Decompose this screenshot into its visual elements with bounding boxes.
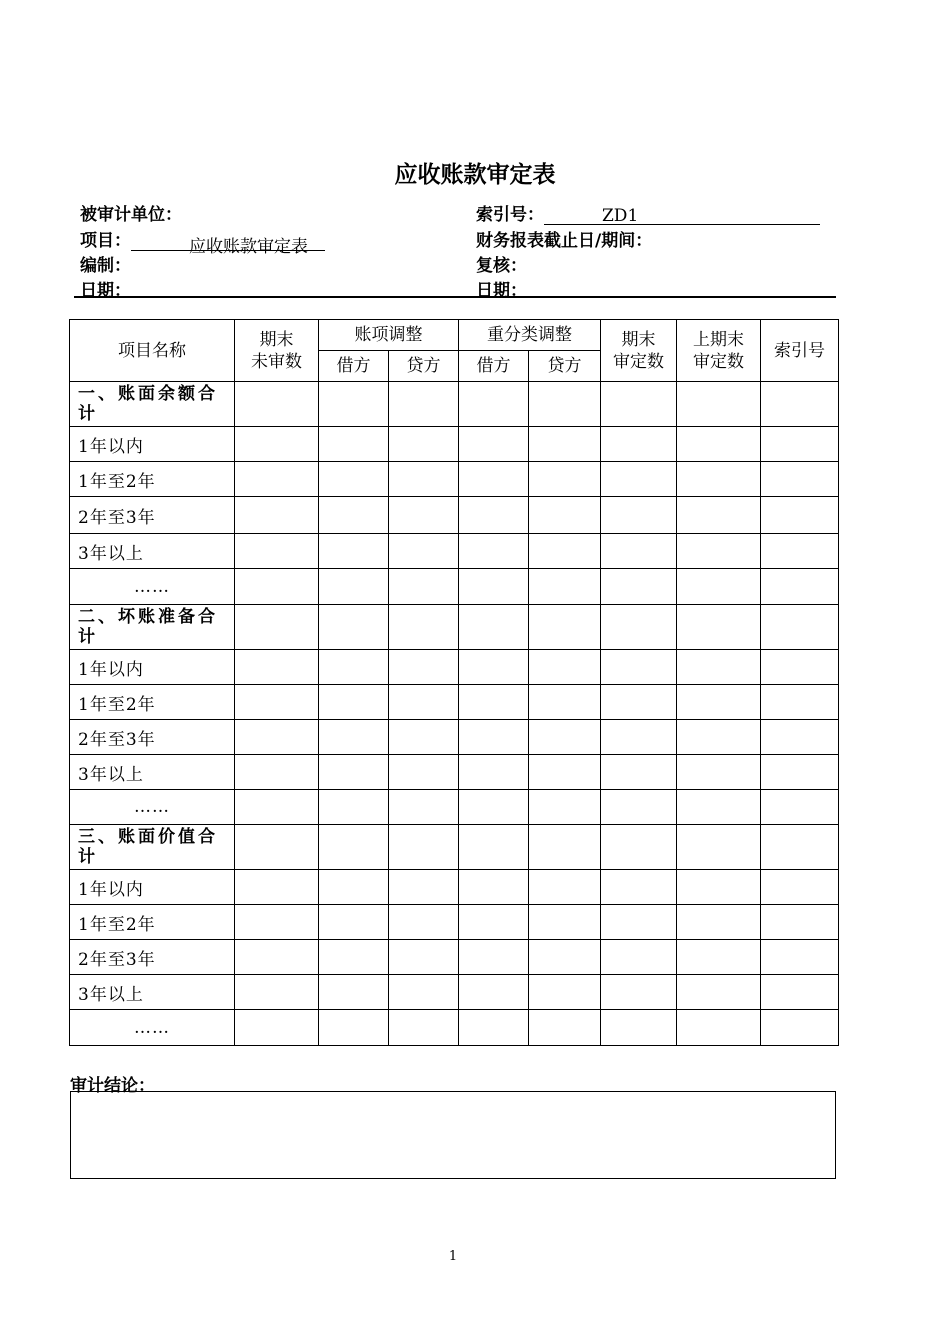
table-cell[interactable] [677, 534, 761, 569]
header-divider [74, 296, 836, 298]
table-cell[interactable] [601, 497, 677, 534]
table-cell[interactable] [389, 975, 459, 1010]
table-cell[interactable] [459, 1010, 529, 1046]
table-cell[interactable] [459, 825, 529, 870]
table-cell[interactable] [601, 462, 677, 497]
table-cell[interactable] [601, 975, 677, 1010]
table-cell[interactable] [235, 825, 319, 870]
table-cell[interactable] [235, 870, 319, 905]
table-cell[interactable] [761, 720, 839, 755]
table-cell[interactable] [601, 534, 677, 569]
ellipsis-row-label: …… [70, 569, 235, 605]
header-account-adjust: 账项调整 [319, 320, 459, 351]
table-cell[interactable] [601, 790, 677, 825]
table-row [70, 905, 839, 940]
ellipsis-row-label: …… [70, 1010, 235, 1046]
table-row [70, 790, 839, 825]
section-row-label: 三、账面价值合计 [70, 825, 235, 870]
table-cell[interactable] [319, 755, 389, 790]
table-cell[interactable] [529, 605, 601, 650]
table-cell[interactable] [677, 685, 761, 720]
table-cell[interactable] [677, 427, 761, 462]
table-cell[interactable] [601, 905, 677, 940]
row-label: 2年至3年 [70, 940, 235, 975]
table-row [70, 569, 839, 605]
table-cell[interactable] [235, 720, 319, 755]
table-cell[interactable] [319, 790, 389, 825]
period-label: 财务报表截止日/期间： [476, 231, 653, 251]
header-item-name: 项目名称 [70, 320, 235, 382]
table-cell[interactable] [389, 790, 459, 825]
table-cell[interactable] [235, 382, 319, 427]
table-cell[interactable] [529, 790, 601, 825]
table-cell[interactable] [459, 569, 529, 605]
audited-unit-label: 被审计单位： [80, 205, 182, 225]
table-cell[interactable] [319, 975, 389, 1010]
table-cell[interactable] [529, 940, 601, 975]
table-cell[interactable] [761, 870, 839, 905]
table-cell[interactable] [459, 650, 529, 685]
header-audited-line1: 期末 [621, 329, 656, 350]
project-underline [131, 232, 325, 257]
table-cell[interactable] [235, 462, 319, 497]
table-cell[interactable] [761, 462, 839, 497]
table-cell[interactable] [459, 755, 529, 790]
header-debit-2: 借方 [459, 351, 529, 382]
table-cell[interactable] [319, 1010, 389, 1046]
table-cell[interactable] [235, 905, 319, 940]
table-cell[interactable] [319, 720, 389, 755]
reviewed-label: 复核： [476, 256, 527, 276]
table-cell[interactable] [761, 975, 839, 1010]
table-cell[interactable] [235, 685, 319, 720]
table-cell[interactable] [761, 605, 839, 650]
table-cell[interactable] [319, 870, 389, 905]
section-row-label: 二、坏账准备合计 [70, 605, 235, 650]
table-cell[interactable] [319, 497, 389, 534]
table-cell[interactable] [601, 650, 677, 685]
table-cell[interactable] [529, 975, 601, 1010]
table-cell[interactable] [677, 940, 761, 975]
table-cell[interactable] [761, 569, 839, 605]
table-row [70, 497, 839, 534]
table-cell[interactable] [677, 870, 761, 905]
table-cell[interactable] [459, 720, 529, 755]
table-cell[interactable] [389, 870, 459, 905]
table-cell[interactable] [677, 905, 761, 940]
table-cell[interactable] [529, 650, 601, 685]
table-cell[interactable] [319, 427, 389, 462]
table-cell[interactable] [677, 569, 761, 605]
table-cell[interactable] [529, 462, 601, 497]
project-field [80, 226, 325, 257]
table-cell[interactable] [319, 685, 389, 720]
table-cell[interactable] [761, 382, 839, 427]
section-row-label: 一、账面余额合计 [70, 382, 235, 427]
page-number: 1 [448, 1249, 458, 1264]
table-cell[interactable] [529, 382, 601, 427]
row-label: 3年以上 [70, 534, 235, 569]
table-cell[interactable] [529, 427, 601, 462]
table-cell[interactable] [319, 825, 389, 870]
table-cell[interactable] [319, 940, 389, 975]
table-row [70, 975, 839, 1010]
table-cell[interactable] [601, 720, 677, 755]
table-cell[interactable] [459, 605, 529, 650]
header-index-no: 索引号 [761, 320, 839, 382]
table-cell[interactable] [601, 685, 677, 720]
prepared-label: 编制： [80, 256, 131, 276]
table-cell[interactable] [389, 940, 459, 975]
header-audited-line2: 审定数 [613, 351, 664, 372]
header-reclass-adjust: 重分类调整 [459, 320, 601, 351]
table-cell[interactable] [319, 905, 389, 940]
header-audited [601, 320, 677, 382]
audit-table [69, 319, 839, 1046]
table-row [70, 605, 839, 650]
header-prior [677, 320, 761, 382]
header-unaudited-line2: 未审数 [251, 351, 302, 372]
index-no-label: 索引号： [476, 205, 544, 225]
table-row [70, 685, 839, 720]
table-cell[interactable] [389, 382, 459, 427]
row-label: 1年以内 [70, 427, 235, 462]
table-cell[interactable] [677, 790, 761, 825]
table-row [70, 650, 839, 685]
page-title: 应收账款审定表 [394, 162, 556, 188]
table-cell[interactable] [235, 975, 319, 1010]
table-cell[interactable] [389, 685, 459, 720]
table-cell[interactable] [459, 497, 529, 534]
table-cell[interactable] [235, 940, 319, 975]
header-debit-1: 借方 [319, 351, 389, 382]
row-label: 1年以内 [70, 870, 235, 905]
header-prior-line1: 上期末 [693, 329, 744, 350]
table-cell[interactable] [235, 534, 319, 569]
table-cell[interactable] [677, 605, 761, 650]
table-cell[interactable] [601, 755, 677, 790]
table-cell[interactable] [761, 825, 839, 870]
conclusion-box[interactable] [70, 1091, 836, 1179]
table-cell[interactable] [319, 569, 389, 605]
table-cell[interactable] [677, 825, 761, 870]
table-cell[interactable] [459, 790, 529, 825]
table-cell[interactable] [459, 870, 529, 905]
table-cell[interactable] [677, 755, 761, 790]
table-cell[interactable] [235, 650, 319, 685]
table-cell[interactable] [761, 905, 839, 940]
header-unaudited-line1: 期末 [259, 329, 294, 350]
row-label: 2年至3年 [70, 497, 235, 534]
table-cell[interactable] [235, 497, 319, 534]
table-cell[interactable] [529, 685, 601, 720]
table-cell[interactable] [389, 427, 459, 462]
table-cell[interactable] [389, 497, 459, 534]
table-cell[interactable] [459, 534, 529, 569]
ellipsis-row-label: …… [70, 790, 235, 825]
table-cell[interactable] [389, 755, 459, 790]
table-cell[interactable] [529, 497, 601, 534]
table-cell[interactable] [389, 1010, 459, 1046]
table-cell[interactable] [459, 975, 529, 1010]
table-cell[interactable] [459, 940, 529, 975]
table-cell[interactable] [677, 720, 761, 755]
table-cell[interactable] [235, 790, 319, 825]
table-cell[interactable] [459, 462, 529, 497]
project-value: 应收账款审定表 [189, 237, 308, 257]
row-label: 1年至2年 [70, 905, 235, 940]
table-row [70, 462, 839, 497]
table-cell[interactable] [601, 382, 677, 427]
row-label: 2年至3年 [70, 720, 235, 755]
table-cell[interactable] [677, 462, 761, 497]
table-cell[interactable] [601, 870, 677, 905]
table-cell[interactable] [319, 382, 389, 427]
table-cell[interactable] [601, 825, 677, 870]
table-cell[interactable] [529, 534, 601, 569]
table-cell[interactable] [677, 650, 761, 685]
table-cell[interactable] [677, 497, 761, 534]
table-cell[interactable] [389, 534, 459, 569]
row-label: 1年至2年 [70, 685, 235, 720]
table-cell[interactable] [235, 755, 319, 790]
table-cell[interactable] [529, 755, 601, 790]
header-credit-1: 贷方 [389, 351, 459, 382]
table-cell[interactable] [761, 427, 839, 462]
table-row [70, 755, 839, 790]
table-cell[interactable] [529, 870, 601, 905]
table-cell[interactable] [601, 605, 677, 650]
header-prior-line2: 审定数 [693, 351, 744, 372]
row-label: 1年以内 [70, 650, 235, 685]
table-cell[interactable] [389, 905, 459, 940]
table-cell[interactable] [529, 825, 601, 870]
table-cell[interactable] [319, 462, 389, 497]
table-row [70, 382, 839, 427]
table-cell[interactable] [677, 382, 761, 427]
table-cell[interactable] [235, 427, 319, 462]
table-row [70, 825, 839, 870]
row-label: 3年以上 [70, 755, 235, 790]
table-cell[interactable] [459, 685, 529, 720]
table-cell[interactable] [389, 650, 459, 685]
table-cell[interactable] [761, 755, 839, 790]
table-cell[interactable] [529, 569, 601, 605]
table-cell[interactable] [761, 940, 839, 975]
table-cell[interactable] [529, 720, 601, 755]
table-cell[interactable] [601, 940, 677, 975]
table-cell[interactable] [761, 497, 839, 534]
table-cell[interactable] [235, 1010, 319, 1046]
table-row [70, 1010, 839, 1046]
table-row [70, 870, 839, 905]
index-no-value: ZD1 [602, 206, 639, 226]
table-cell[interactable] [319, 534, 389, 569]
table-cell[interactable] [459, 905, 529, 940]
table-cell[interactable] [761, 790, 839, 825]
table-cell[interactable] [761, 1010, 839, 1046]
table-cell[interactable] [761, 650, 839, 685]
index-no-underline [544, 206, 820, 225]
table-row [70, 427, 839, 462]
header-unaudited [235, 320, 319, 382]
table-cell[interactable] [235, 605, 319, 650]
table-cell[interactable] [601, 569, 677, 605]
row-label: 3年以上 [70, 975, 235, 1010]
table-row [70, 534, 839, 569]
index-no-field [476, 200, 820, 225]
table-cell[interactable] [677, 975, 761, 1010]
table-cell[interactable] [235, 569, 319, 605]
table-cell[interactable] [389, 605, 459, 650]
table-cell[interactable] [529, 1010, 601, 1046]
table-cell[interactable] [389, 462, 459, 497]
conclusion-label: 审计结论： [70, 1076, 155, 1096]
date-label-left: 日期： [80, 281, 131, 301]
table-cell[interactable] [389, 569, 459, 605]
table-cell[interactable] [319, 605, 389, 650]
table-row [70, 720, 839, 755]
table-row [70, 940, 839, 975]
project-label: 项目： [80, 231, 131, 251]
header-credit-2: 贷方 [529, 351, 601, 382]
table-cell[interactable] [761, 534, 839, 569]
table-cell[interactable] [459, 427, 529, 462]
date-label-right: 日期： [476, 281, 527, 301]
table-cell[interactable] [677, 1010, 761, 1046]
table-cell[interactable] [459, 382, 529, 427]
table-cell[interactable] [601, 427, 677, 462]
table-cell[interactable] [761, 685, 839, 720]
table-cell[interactable] [319, 650, 389, 685]
table-cell[interactable] [601, 1010, 677, 1046]
table-cell[interactable] [389, 825, 459, 870]
table-cell[interactable] [389, 720, 459, 755]
table-cell[interactable] [529, 905, 601, 940]
row-label: 1年至2年 [70, 462, 235, 497]
